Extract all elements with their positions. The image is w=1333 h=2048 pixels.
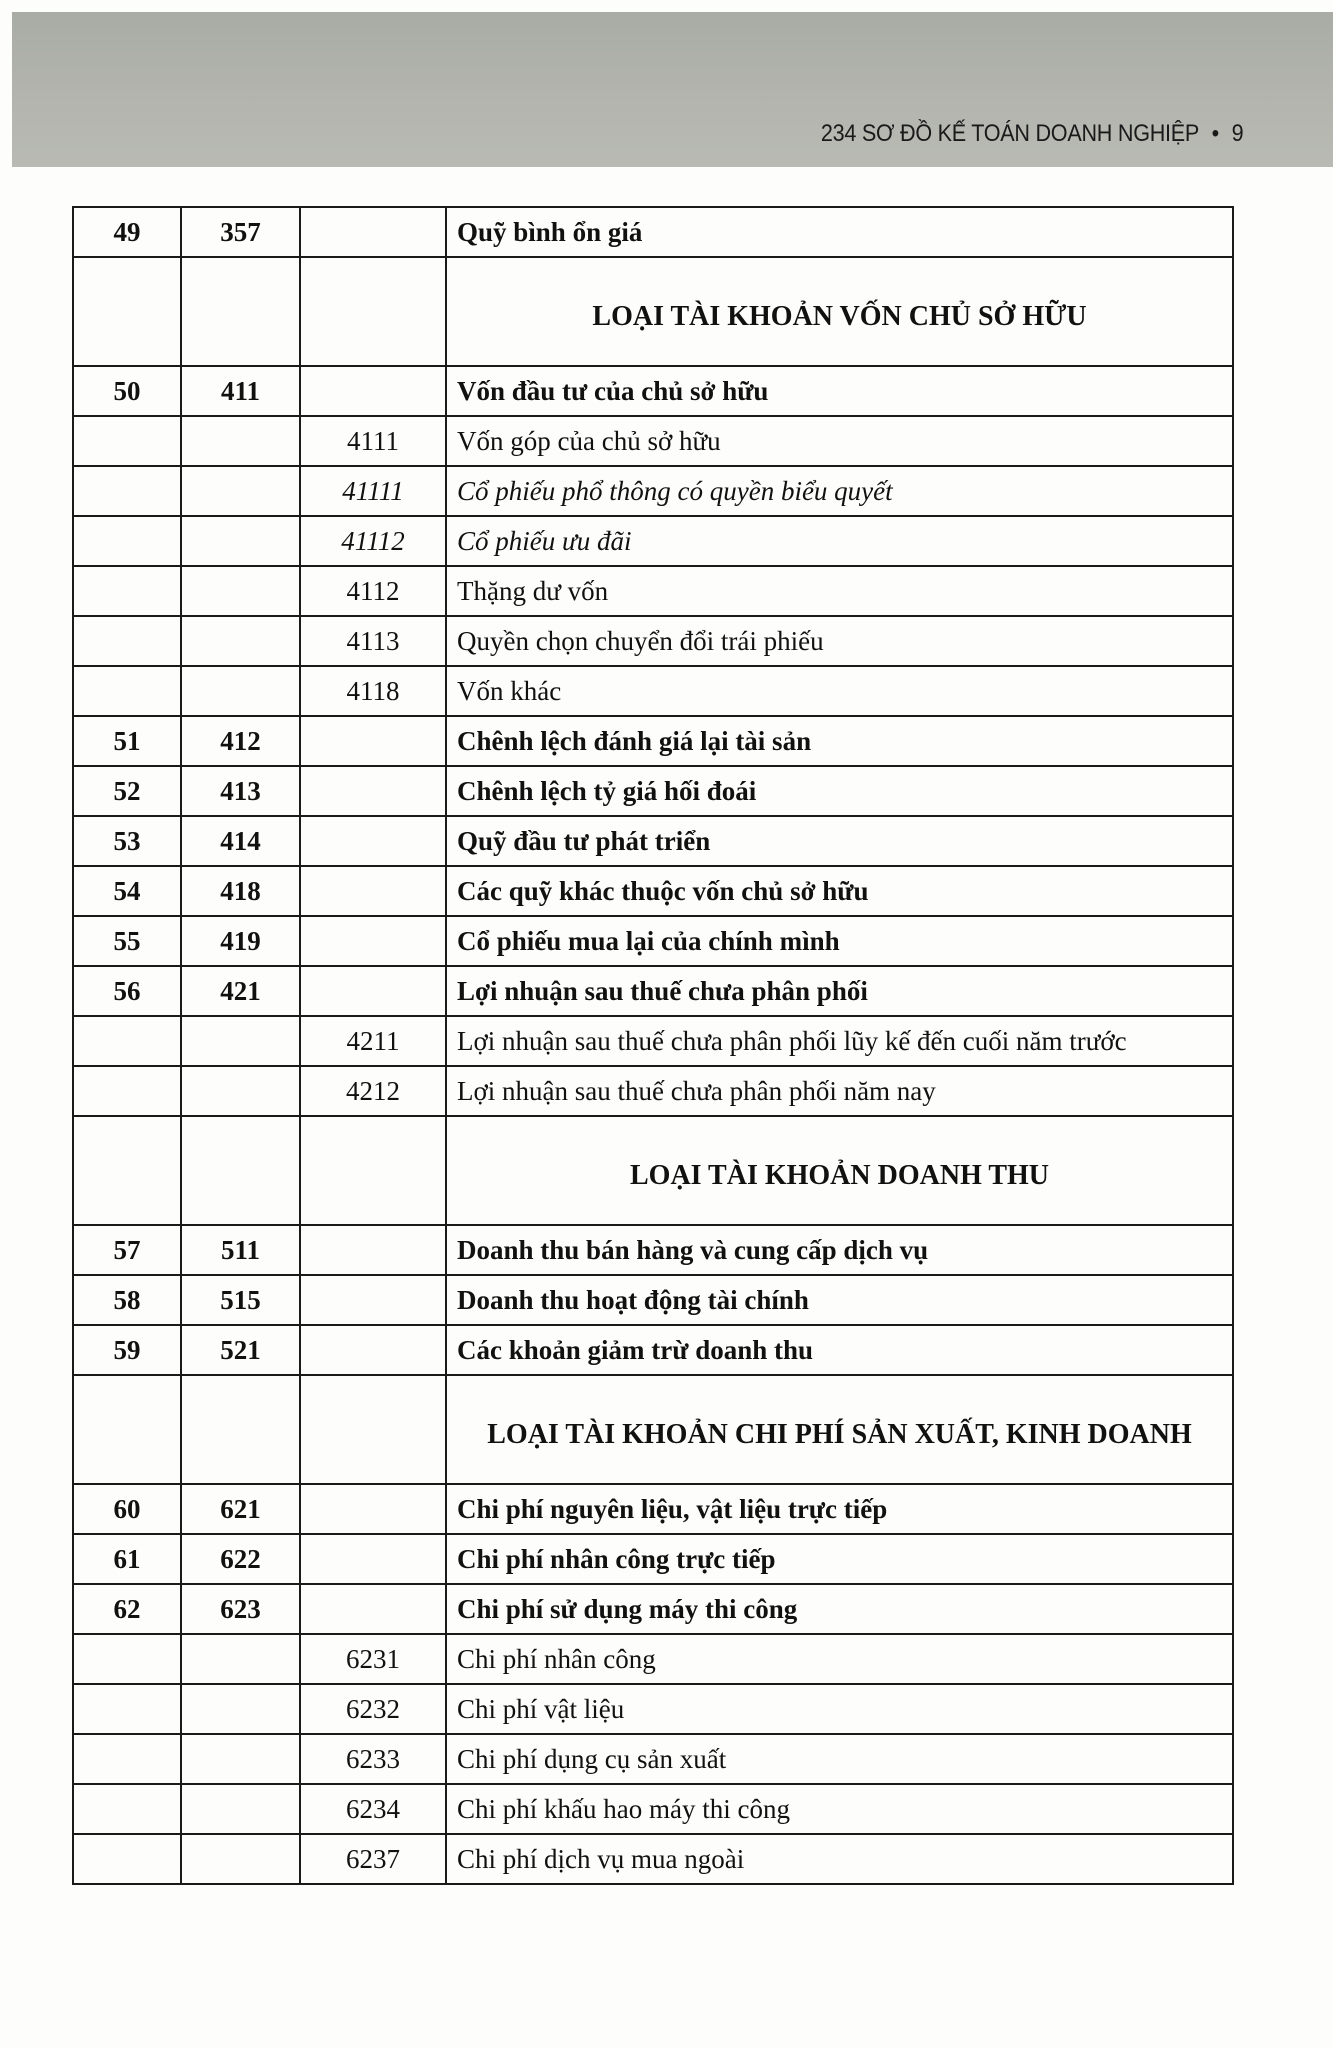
account-name-cell: Vốn khác	[446, 666, 1233, 716]
account-row	[73, 916, 1233, 966]
level1-account-cell: 511	[181, 1225, 300, 1275]
level1-account-cell: 412	[181, 716, 300, 766]
level2-account-cell	[300, 866, 446, 916]
level2-account-cell	[300, 207, 446, 257]
account-name-cell: Cổ phiếu phổ thông có quyền biểu quyết	[446, 466, 1233, 516]
account-name-cell: Cổ phiếu ưu đãi	[446, 516, 1233, 566]
section-title: LOẠI TÀI KHOẢN VỐN CHỦ SỞ HỮU	[446, 257, 1233, 366]
stt-cell	[73, 1784, 181, 1834]
stt-cell	[73, 516, 181, 566]
account-row	[73, 566, 1233, 616]
level2-account-cell	[300, 716, 446, 766]
level1-account-cell: 357	[181, 207, 300, 257]
level1-account-cell: 421	[181, 966, 300, 1016]
account-name-cell: Lợi nhuận sau thuế chưa phân phối lũy kế đến cuối năm trước	[446, 1016, 1233, 1066]
level1-account-cell: 515	[181, 1275, 300, 1325]
account-row	[73, 1684, 1233, 1734]
account-name-cell: Chi phí dụng cụ sản xuất	[446, 1734, 1233, 1784]
account-name-cell: Vốn góp của chủ sở hữu	[446, 416, 1233, 466]
stt-cell: 53	[73, 816, 181, 866]
account-row	[73, 766, 1233, 816]
account-row	[73, 416, 1233, 466]
account-name-cell: Chi phí sử dụng máy thi công	[446, 1584, 1233, 1634]
stt-cell: 59	[73, 1325, 181, 1375]
stt-cell	[73, 1684, 181, 1734]
stt-cell	[73, 416, 181, 466]
empty-cell	[181, 257, 300, 366]
empty-cell	[73, 1375, 181, 1484]
account-row	[73, 1225, 1233, 1275]
empty-cell	[300, 257, 446, 366]
stt-cell	[73, 1634, 181, 1684]
account-row	[73, 866, 1233, 916]
account-row	[73, 516, 1233, 566]
section-header-row	[73, 1116, 1233, 1225]
chart-of-accounts-table	[72, 206, 1234, 1885]
level2-account-cell: 4212	[300, 1066, 446, 1116]
stt-cell	[73, 666, 181, 716]
stt-cell: 56	[73, 966, 181, 1016]
stt-cell: 57	[73, 1225, 181, 1275]
level1-account-cell	[181, 1684, 300, 1734]
account-row	[73, 1484, 1233, 1534]
level1-account-cell	[181, 1634, 300, 1684]
account-row	[73, 716, 1233, 766]
account-row	[73, 1275, 1233, 1325]
account-row	[73, 816, 1233, 866]
level2-account-cell: 4111	[300, 416, 446, 466]
account-name-cell: Lợi nhuận sau thuế chưa phân phối	[446, 966, 1233, 1016]
stt-cell	[73, 1016, 181, 1066]
account-row	[73, 1634, 1233, 1684]
level2-account-cell	[300, 916, 446, 966]
level2-account-cell	[300, 1484, 446, 1534]
account-name-cell: Doanh thu bán hàng và cung cấp dịch vụ	[446, 1225, 1233, 1275]
empty-cell	[181, 1375, 300, 1484]
level1-account-cell	[181, 1066, 300, 1116]
running-header	[821, 120, 1243, 148]
account-row	[73, 1834, 1233, 1884]
account-name-cell: Doanh thu hoạt động tài chính	[446, 1275, 1233, 1325]
section-header-row	[73, 1375, 1233, 1484]
level1-account-cell	[181, 1784, 300, 1834]
stt-cell	[73, 616, 181, 666]
empty-cell	[300, 1116, 446, 1225]
section-title: LOẠI TÀI KHOẢN CHI PHÍ SẢN XUẤT, KINH DOANH	[446, 1375, 1233, 1484]
account-name-cell: Chi phí dịch vụ mua ngoài	[446, 1834, 1233, 1884]
level1-account-cell: 418	[181, 866, 300, 916]
level2-account-cell: 6231	[300, 1634, 446, 1684]
account-name-cell: Quỹ đầu tư phát triển	[446, 816, 1233, 866]
level1-account-cell: 419	[181, 916, 300, 966]
level2-account-cell: 6232	[300, 1684, 446, 1734]
level2-account-cell: 4118	[300, 666, 446, 716]
level1-account-cell: 521	[181, 1325, 300, 1375]
level1-account-cell	[181, 666, 300, 716]
level2-account-cell: 41111	[300, 466, 446, 516]
account-row	[73, 1066, 1233, 1116]
level2-account-cell	[300, 1325, 446, 1375]
account-name-cell: Chi phí nhân công	[446, 1634, 1233, 1684]
level1-account-cell: 623	[181, 1584, 300, 1634]
stt-cell: 62	[73, 1584, 181, 1634]
stt-cell: 52	[73, 766, 181, 816]
level1-account-cell: 622	[181, 1534, 300, 1584]
book-title: 234 SƠ ĐỒ KẾ TOÁN DOANH NGHIỆP	[820, 120, 1199, 147]
level1-account-cell	[181, 1734, 300, 1784]
level2-account-cell	[300, 766, 446, 816]
account-name-cell: Chi phí nhân công trực tiếp	[446, 1534, 1233, 1584]
level2-account-cell: 41112	[300, 516, 446, 566]
account-name-cell: Vốn đầu tư của chủ sở hữu	[446, 366, 1233, 416]
account-name-cell: Chi phí vật liệu	[446, 1684, 1233, 1734]
account-name-cell: Chi phí khấu hao máy thi công	[446, 1784, 1233, 1834]
account-name-cell: Quyền chọn chuyển đổi trái phiếu	[446, 616, 1233, 666]
level1-account-cell: 414	[181, 816, 300, 866]
level1-account-cell	[181, 466, 300, 516]
stt-cell: 60	[73, 1484, 181, 1534]
level1-account-cell	[181, 416, 300, 466]
level2-account-cell: 4113	[300, 616, 446, 666]
stt-cell: 54	[73, 866, 181, 916]
level1-account-cell: 413	[181, 766, 300, 816]
level2-account-cell	[300, 1534, 446, 1584]
level1-account-cell: 411	[181, 366, 300, 416]
level1-account-cell	[181, 1016, 300, 1066]
stt-cell	[73, 566, 181, 616]
level1-account-cell	[181, 516, 300, 566]
stt-cell: 61	[73, 1534, 181, 1584]
stt-cell	[73, 466, 181, 516]
account-name-cell: Thặng dư vốn	[446, 566, 1233, 616]
separator-dot: •	[1211, 120, 1219, 147]
account-name-cell: Chi phí nguyên liệu, vật liệu trực tiếp	[446, 1484, 1233, 1534]
level1-account-cell	[181, 1834, 300, 1884]
level2-account-cell: 6234	[300, 1784, 446, 1834]
stt-cell	[73, 1834, 181, 1884]
account-row	[73, 466, 1233, 516]
account-row	[73, 1784, 1233, 1834]
level2-account-cell	[300, 1225, 446, 1275]
empty-cell	[181, 1116, 300, 1225]
account-name-cell: Các khoản giảm trừ doanh thu	[446, 1325, 1233, 1375]
account-row	[73, 1584, 1233, 1634]
account-row	[73, 666, 1233, 716]
level2-account-cell: 6233	[300, 1734, 446, 1784]
account-row	[73, 1016, 1233, 1066]
account-name-cell: Cổ phiếu mua lại của chính mình	[446, 916, 1233, 966]
account-row	[73, 1734, 1233, 1784]
account-row	[73, 207, 1233, 257]
level2-account-cell	[300, 366, 446, 416]
account-row	[73, 966, 1233, 1016]
account-row	[73, 366, 1233, 416]
account-row	[73, 1325, 1233, 1375]
level2-account-cell: 4112	[300, 566, 446, 616]
level1-account-cell	[181, 616, 300, 666]
section-title: LOẠI TÀI KHOẢN DOANH THU	[446, 1116, 1233, 1225]
account-name-cell: Lợi nhuận sau thuế chưa phân phối năm nay	[446, 1066, 1233, 1116]
level1-account-cell	[181, 566, 300, 616]
account-name-cell: Quỹ bình ổn giá	[446, 207, 1233, 257]
stt-cell: 51	[73, 716, 181, 766]
account-name-cell: Chênh lệch tỷ giá hối đoái	[446, 766, 1233, 816]
level2-account-cell	[300, 966, 446, 1016]
stt-cell	[73, 1734, 181, 1784]
stt-cell	[73, 1066, 181, 1116]
page-number: 9	[1231, 120, 1243, 147]
level2-account-cell	[300, 1584, 446, 1634]
stt-cell: 55	[73, 916, 181, 966]
empty-cell	[73, 1116, 181, 1225]
level2-account-cell	[300, 1275, 446, 1325]
account-row	[73, 1534, 1233, 1584]
account-name-cell: Chênh lệch đánh giá lại tài sản	[446, 716, 1233, 766]
level1-account-cell: 621	[181, 1484, 300, 1534]
table-body	[73, 207, 1233, 1884]
level2-account-cell	[300, 816, 446, 866]
level2-account-cell: 4211	[300, 1016, 446, 1066]
stt-cell: 49	[73, 207, 181, 257]
empty-cell	[300, 1375, 446, 1484]
stt-cell: 58	[73, 1275, 181, 1325]
level2-account-cell: 6237	[300, 1834, 446, 1884]
empty-cell	[73, 257, 181, 366]
account-row	[73, 616, 1233, 666]
account-name-cell: Các quỹ khác thuộc vốn chủ sở hữu	[446, 866, 1233, 916]
stt-cell: 50	[73, 366, 181, 416]
section-header-row	[73, 257, 1233, 366]
